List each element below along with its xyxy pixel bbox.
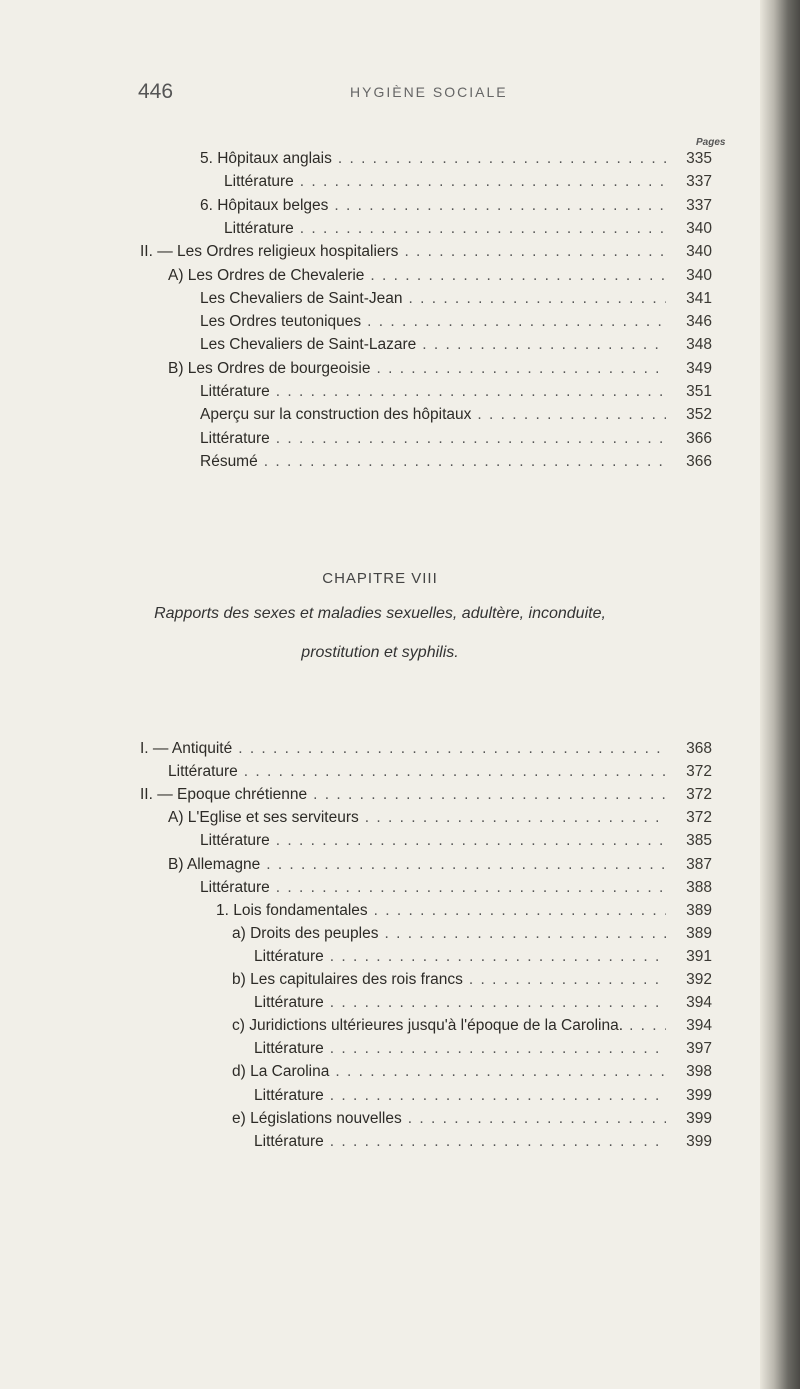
toc-entry-page: 399 xyxy=(686,1132,712,1150)
toc-entry xyxy=(200,430,712,454)
dot-leader xyxy=(408,290,666,308)
dot-leader xyxy=(374,902,666,920)
toc-entry-label: 6. Hôpitaux belges xyxy=(200,196,329,214)
dot-leader xyxy=(266,856,666,874)
toc-entry xyxy=(200,290,712,314)
dot-leader xyxy=(276,430,666,448)
toc-entry-label: Littérature xyxy=(200,878,270,896)
toc-entry-label: B) Allemagne xyxy=(168,855,261,873)
dot-leader xyxy=(376,360,666,378)
toc-entry xyxy=(168,360,712,384)
chapter-subtitle-line1: Rapports des sexes et maladies sexuelles, adultère, inconduite, xyxy=(154,605,606,622)
toc-entry-label: Aperçu sur la construction des hôpitaux xyxy=(200,406,472,424)
toc-entry-label: d) La Carolina xyxy=(232,1063,330,1081)
dot-leader xyxy=(469,971,666,989)
toc-entry-label: Les Chevaliers de Saint-Lazare xyxy=(200,336,417,354)
toc-entry-label: e) Législations nouvelles xyxy=(232,1109,402,1127)
toc-entry xyxy=(232,1063,712,1087)
toc-entry xyxy=(200,336,712,360)
toc-entry xyxy=(254,948,712,972)
dot-leader xyxy=(264,453,666,471)
toc-entry-label: Littérature xyxy=(254,947,324,965)
toc-entry-page: 391 xyxy=(686,947,712,965)
toc-entry-label: Littérature xyxy=(254,1086,324,1104)
toc-entry-page: 352 xyxy=(686,406,712,424)
toc-entry-label: 1. Lois fondamentales xyxy=(216,901,368,919)
toc-entry-page: 392 xyxy=(686,971,712,988)
page-edge-shadow xyxy=(760,0,800,1389)
toc-entry-page: 399 xyxy=(686,1086,712,1104)
toc-entry-page: 349 xyxy=(686,359,712,377)
toc-entry xyxy=(200,832,712,856)
dot-leader xyxy=(367,313,666,331)
toc-entry xyxy=(200,453,712,477)
toc-entry-page: 372 xyxy=(686,809,712,827)
toc-entry-label: Littérature xyxy=(224,219,294,237)
dot-leader xyxy=(330,1087,666,1105)
dot-leader xyxy=(365,809,666,827)
toc-entry xyxy=(232,925,712,949)
toc-entry-page: 372 xyxy=(686,786,712,804)
toc-entry-label: a) Droits des peuples xyxy=(232,924,379,942)
toc-entry-label: II. — Epoque chrétienne xyxy=(140,786,308,804)
running-head: HYGIÈNE SOCIALE xyxy=(350,84,508,100)
toc-entry-label: A) L'Eglise et ses serviteurs xyxy=(168,809,359,827)
toc-entry-label: I. — Antiquité xyxy=(140,740,233,757)
toc-entry-label: Littérature xyxy=(254,994,324,1012)
toc-entry-page: 385 xyxy=(686,832,712,850)
toc-entry-label: Littérature xyxy=(254,1040,324,1058)
pages-column-label: Pages xyxy=(696,137,726,148)
toc-entry-label: Les Ordres teutoniques xyxy=(200,313,362,331)
toc-entry-page: 340 xyxy=(686,266,712,284)
dot-leader xyxy=(330,1040,666,1058)
dot-leader xyxy=(422,336,666,354)
toc-entry-label: Littérature xyxy=(168,763,238,781)
toc-entry-page: 394 xyxy=(686,1017,712,1035)
dot-leader xyxy=(330,1133,666,1151)
dot-leader xyxy=(370,267,666,285)
toc-entry-label: Littérature xyxy=(224,173,294,191)
toc-entry-label: Littérature xyxy=(200,832,270,850)
toc-entry-label: Les Chevaliers de Saint-Jean xyxy=(200,289,403,307)
dot-leader xyxy=(300,173,666,191)
page-number: 446 xyxy=(138,80,174,103)
page-header xyxy=(0,80,760,110)
dot-leader xyxy=(477,406,666,424)
dot-leader xyxy=(244,763,666,781)
toc-entry-label: II. — Les Ordres religieux hospitaliers xyxy=(140,243,399,261)
toc-entry-page: 366 xyxy=(686,429,712,447)
toc-entry xyxy=(254,1040,712,1064)
dot-leader xyxy=(276,832,666,850)
toc-entry-page: 389 xyxy=(686,901,712,919)
toc-entry-page: 388 xyxy=(686,878,712,896)
toc-entry-label: c) Juridictions ultérieures jusqu'à l'époque de la Carolina. xyxy=(232,1017,624,1035)
toc-entry xyxy=(200,150,712,174)
toc-entry xyxy=(224,220,712,244)
chapter-title: CHAPITRE VIII xyxy=(322,570,438,587)
dot-leader xyxy=(629,1017,666,1035)
toc-entry xyxy=(140,740,712,764)
toc-entry-page: 340 xyxy=(686,219,712,237)
toc-entry-page: 398 xyxy=(686,1063,712,1081)
toc-entry-label: A) Les Ordres de Chevalerie xyxy=(168,266,365,284)
toc-entry xyxy=(254,1087,712,1111)
dot-leader xyxy=(330,948,666,966)
toc-entry-page: 372 xyxy=(686,763,712,781)
toc-entry-label: 5. Hôpitaux anglais xyxy=(200,150,332,167)
dot-leader xyxy=(404,243,666,261)
toc-entry-page: 346 xyxy=(686,313,712,331)
toc-entry xyxy=(200,313,712,337)
toc-entry-page: 348 xyxy=(686,336,712,354)
dot-leader xyxy=(276,383,666,401)
toc-entry xyxy=(232,1110,712,1134)
toc-entry-page: 341 xyxy=(686,289,712,307)
toc-entry xyxy=(200,197,712,221)
dot-leader xyxy=(313,786,666,804)
toc-entry xyxy=(254,994,712,1018)
toc-entry-page: 366 xyxy=(686,452,712,470)
toc-entry-page: 368 xyxy=(686,740,712,757)
dot-leader xyxy=(335,1063,666,1081)
toc-entry-label: Littérature xyxy=(254,1132,324,1150)
toc-entry-label: Littérature xyxy=(200,383,270,400)
toc-entry xyxy=(254,1133,712,1157)
chapter-subtitle-line2: prostitution et syphilis. xyxy=(301,644,459,661)
dot-leader xyxy=(300,220,666,238)
dot-leader xyxy=(338,150,666,168)
toc-entry-page: 389 xyxy=(686,924,712,942)
dot-leader xyxy=(334,197,666,215)
toc-entry-page: 351 xyxy=(686,383,712,400)
toc-entry xyxy=(140,786,712,810)
toc-entry-label: Littérature xyxy=(200,429,270,447)
toc-entry xyxy=(168,809,712,833)
toc-entry-page: 399 xyxy=(686,1109,712,1127)
toc-entry xyxy=(232,971,712,995)
toc-entry-label: Résumé xyxy=(200,452,258,470)
dot-leader xyxy=(384,925,666,943)
toc-entry xyxy=(200,406,712,430)
toc-entry-page: 394 xyxy=(686,994,712,1012)
dot-leader xyxy=(330,994,666,1012)
toc-entry xyxy=(168,267,712,291)
toc-entry xyxy=(216,902,712,926)
toc-entry xyxy=(168,763,712,787)
toc-entry-page: 397 xyxy=(686,1040,712,1058)
toc-entry xyxy=(224,173,712,197)
toc-entry xyxy=(200,383,712,407)
toc-entry-page: 337 xyxy=(686,196,712,214)
dot-leader xyxy=(238,740,666,758)
toc-entry-page: 335 xyxy=(686,150,712,167)
toc-entry xyxy=(140,243,712,267)
toc-entry-label: b) Les capitulaires des rois francs xyxy=(232,971,463,988)
toc-entry-label: B) Les Ordres de bourgeoisie xyxy=(168,359,371,377)
dot-leader xyxy=(276,879,666,897)
toc-entry-page: 337 xyxy=(686,173,712,191)
toc-entry xyxy=(232,1017,712,1041)
toc-entry xyxy=(200,879,712,903)
toc-entry-page: 387 xyxy=(686,855,712,873)
dot-leader xyxy=(408,1110,666,1128)
toc-entry-page: 340 xyxy=(686,243,712,261)
toc-entry xyxy=(168,856,712,880)
